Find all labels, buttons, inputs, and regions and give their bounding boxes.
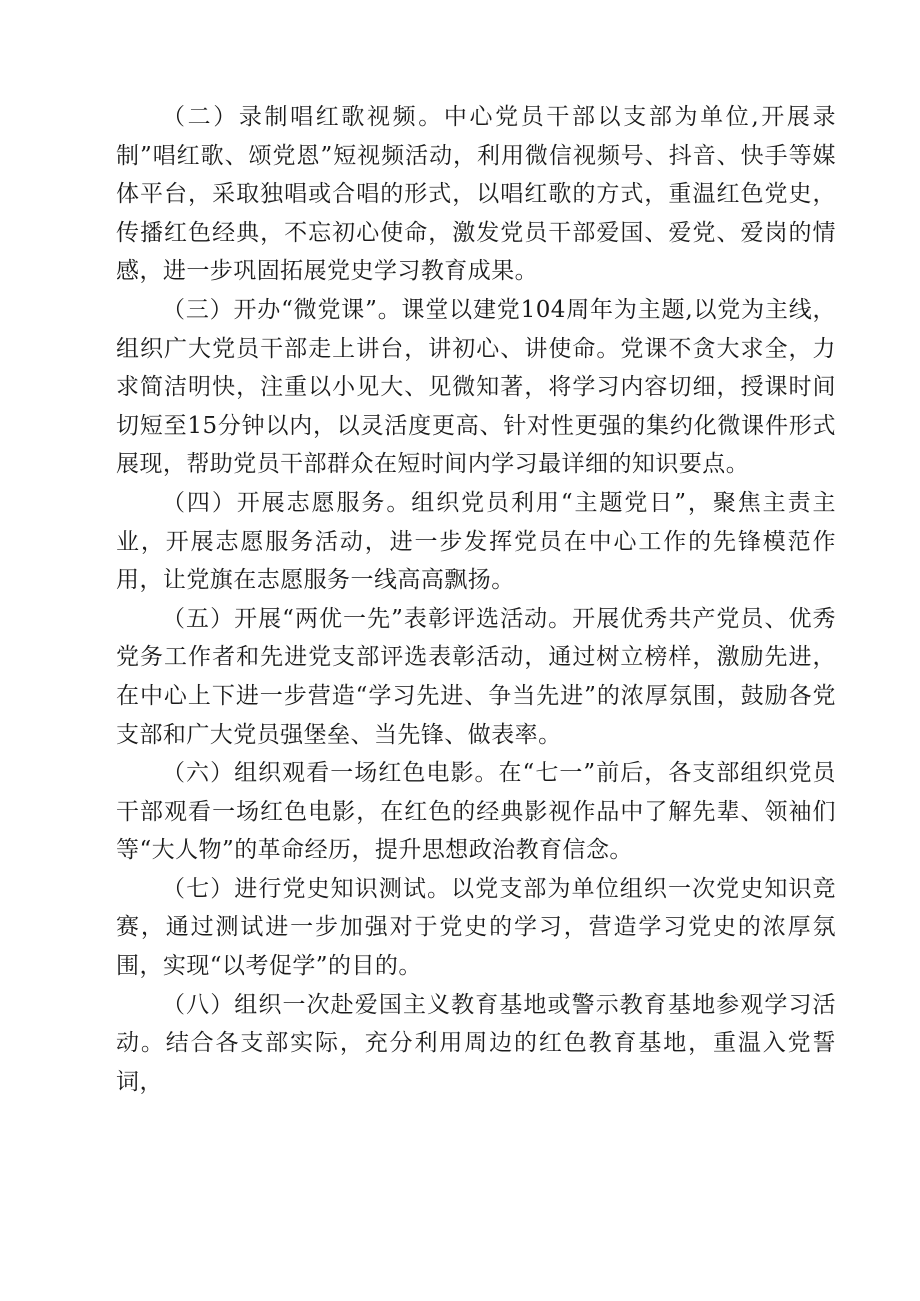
document-body bbox=[116, 98, 836, 1101]
paragraph-5-commendation: （五）开展“两优一先”表彰评选活动。开展优秀共产党员、优秀党务工作者和先进党支部评选表彰活动，通过树立榜样，激励先进，在中心上下进一步营造“学习先进、争当先进”的浓厚氛围，鼓励各党支部和广大党员强堡垒、当先锋、做表率。 bbox=[116, 605, 836, 748]
paragraph-8-education-base-visit: （八）组织一次赴爱国主义教育基地或警示教育基地参观学习活动。结合各支部实际，充分利用周边的红色教育基地，重温入党誓词， bbox=[116, 991, 836, 1095]
paragraph-2-record-red-songs: （二）录制唱红歌视频。中心党员干部以支部为单位,开展录制”唱红歌、颂党恩”短视频活动，利用微信视频号、抖音、快手等媒体平台，采取独唱或合唱的形式，以唱红歌的方式，重温红色党史，传播红色经典，不忘初心使命，激发党员干部爱国、爱党、爱岗的情感，进一步巩固拓展党史学习教育成果。 bbox=[116, 104, 836, 285]
paragraph-4-volunteer-service: （四）开展志愿服务。组织党员利用“主题党日”，聚焦主责主业，开展志愿服务活动，进一步发挥党员在中心工作的先锋模范作用，让党旗在志愿服务一线高高飘扬。 bbox=[116, 489, 836, 594]
paragraph-6-red-movie: （六）组织观看一场红色电影。在“七一”前后，各支部组织党员干部观看一场红色电影，在红色的经典影视作品中了解先辈、领袖们等“大人物”的革命经历，提升思想政治教育信念。 bbox=[116, 760, 836, 864]
paragraph-7-history-quiz: （七）进行党史知识测试。以党支部为单位组织一次党史知识竞赛，通过测试进一步加强对于党史的学习，营造学习党史的浓厚氛围，实现“以考促学”的目的。 bbox=[116, 875, 836, 980]
paragraph-3-micro-party-lecture: （三）开办“微党课”。课堂以建党104周年为主题,以党为主线，组织广大党员干部走上讲台，讲初心、讲使命。党课不贪大求全，力求简洁明快，注重以小见大、见微知著，将学习内容切细，授课时间切短至15分钟以内，以灵活度更高、针对性更强的集约化微课件形式展现，帮助党员干部群众在短时间内学习最详细的知识要点。 bbox=[116, 296, 836, 478]
